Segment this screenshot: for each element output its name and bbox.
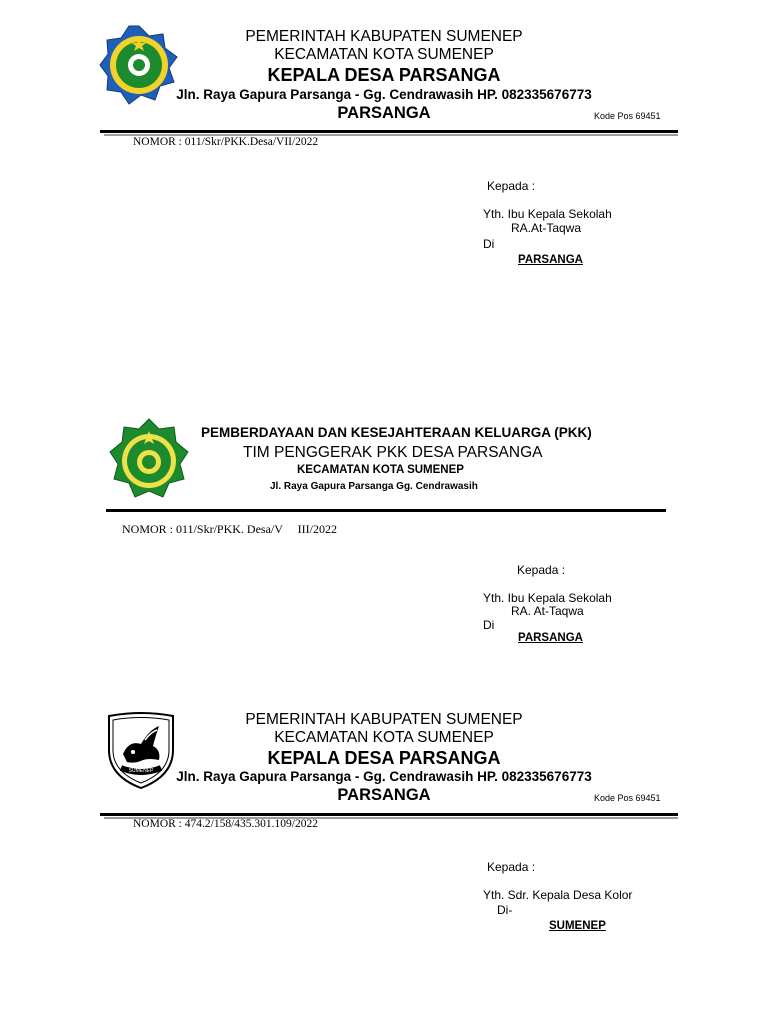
l2-kepada: Kepada : <box>517 563 566 577</box>
l3-di: Di- <box>497 903 513 917</box>
logo-pkk <box>106 417 192 503</box>
l1-header-title: KEPALA DESA PARSANGA <box>267 65 501 85</box>
l2-di: Di <box>483 618 495 632</box>
l1-header-rule <box>100 130 678 133</box>
l1-village: PARSANGA <box>337 104 431 122</box>
l2-recipient: RA. At-Taqwa <box>511 604 584 618</box>
l2-address: Jl. Raya Gapura Parsanga Gg. Cendrawasih <box>270 481 478 492</box>
l2-place: PARSANGA <box>518 632 583 644</box>
logo-text: SUMENEP <box>128 768 154 774</box>
l2-nomor: NOMOR : 011/Skr/PKK. Desa/V III/2022 <box>122 522 337 536</box>
l3-header-title: KEPALA DESA PARSANGA <box>267 748 501 768</box>
l1-header-line1: PEMERINTAH KABUPATEN SUMENEP <box>245 28 523 45</box>
l1-postal-code: Kode Pos 69451 <box>594 111 661 121</box>
l3-nomor: NOMOR : 474.2/158/435.301.109/2022 <box>133 818 318 830</box>
l3-header-line2: KECAMATAN KOTA SUMENEP <box>274 729 494 746</box>
l2-yth: Yth. Ibu Kepala Sekolah <box>483 591 612 605</box>
l2-header-rule <box>106 509 666 512</box>
l1-yth: Yth. Ibu Kepala Sekolah <box>483 207 612 221</box>
l2-header-line3: KECAMATAN KOTA SUMENEP <box>297 464 464 476</box>
l2-header-line2: TIM PENGGERAK PKK DESA PARSANGA <box>243 444 543 461</box>
l3-header-rule <box>100 813 678 816</box>
l3-village: PARSANGA <box>337 786 431 804</box>
l1-address: Jln. Raya Gapura Parsanga - Gg. Cendrawasih HP. 082335676773 <box>176 87 592 102</box>
l3-postal-code: Kode Pos 69451 <box>594 793 661 803</box>
l3-address: Jln. Raya Gapura Parsanga - Gg. Cendrawasih HP. 082335676773 <box>176 769 592 784</box>
l3-place: SUMENEP <box>549 920 606 932</box>
l1-recipient: RA.At-Taqwa <box>511 221 582 235</box>
l1-kepada: Kepada : <box>487 179 536 193</box>
l3-kepada: Kepada : <box>487 860 536 874</box>
l3-header-line1: PEMERINTAH KABUPATEN SUMENEP <box>245 711 523 728</box>
l1-nomor: NOMOR : 011/Skr/PKK.Desa/VII/2022 <box>133 136 319 148</box>
l1-place: PARSANGA <box>518 254 583 266</box>
l1-header-line2: KECAMATAN KOTA SUMENEP <box>274 46 494 63</box>
l2-header-line1: PEMBERDAYAAN DAN KESEJAHTERAAN KELUARGA (PKK) <box>201 425 592 440</box>
l3-yth: Yth. Sdr. Kepala Desa Kolor <box>483 888 633 902</box>
pkk-seal-icon <box>106 417 192 503</box>
l1-di: Di <box>483 237 495 251</box>
